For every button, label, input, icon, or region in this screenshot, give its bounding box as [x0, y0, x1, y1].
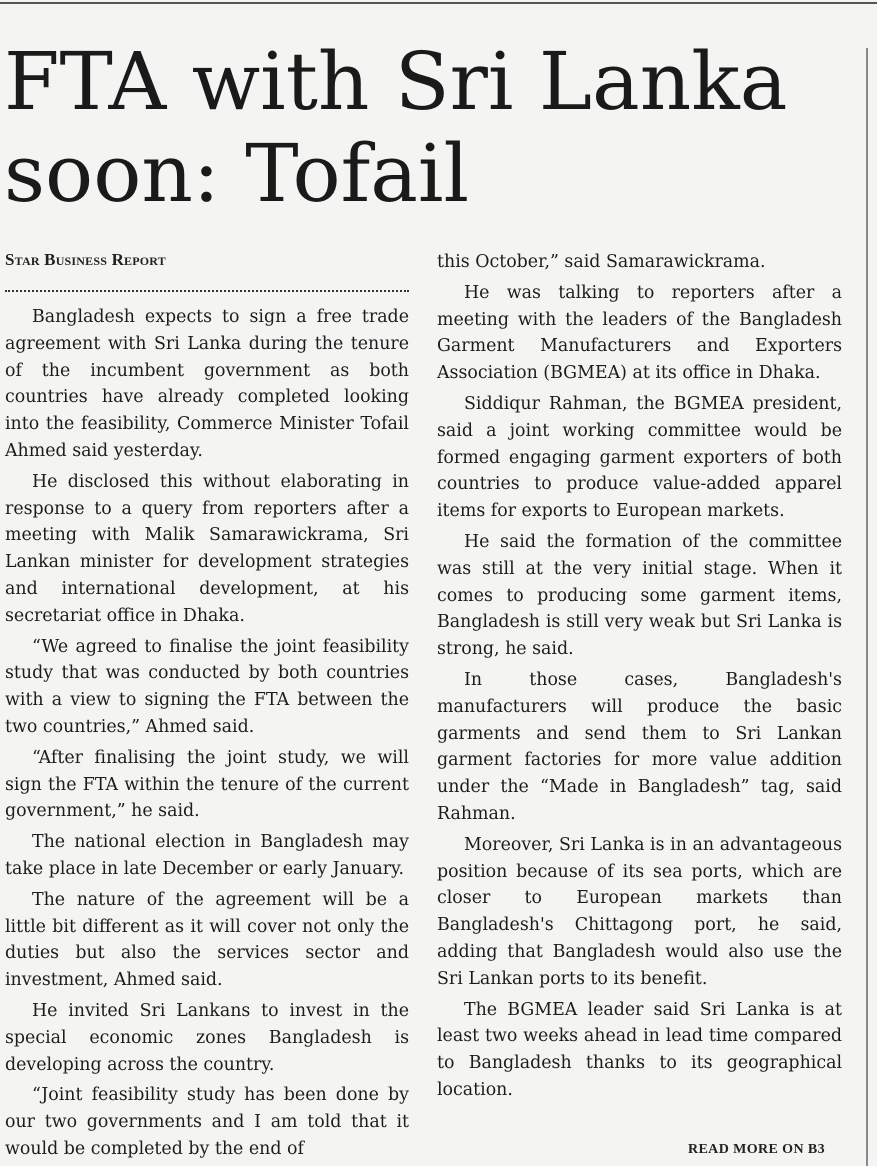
column-rule [866, 48, 868, 1166]
byline-dotted-divider [5, 290, 409, 292]
paragraph: In those cases, Bangladesh's manufacturers will produce the basic garments and send them to Sri Lankan garment factories for more value addition under the “Made in Bangladesh” tag, said Rahman. [437, 669, 842, 824]
headline [4, 36, 864, 220]
paragraph: “Joint feasibility study has been done by our two governments and I am told that it would be completed by the end of [5, 1085, 409, 1159]
paragraph: He said the formation of the committee was still at the very initial stage. When it comes to producing some garment items, Bangladesh is still very weak but Sri Lanka is strong, he said. [437, 531, 842, 660]
paragraph-continued: this October,” said Samarawickrama. [437, 252, 766, 272]
paragraph: The national election in Bangladesh may take place in late December or early January. [5, 832, 409, 879]
headline-line-2: soon: Tofail [4, 127, 470, 220]
paragraph: Siddiqur Rahman, the BGMEA president, said a joint working committee would be formed engaging garment exporters of both countries to produce value-added apparel items for exports to European markets. [437, 393, 842, 522]
paragraph: “After finalising the joint study, we will sign the FTA within the tenure of the current government,” he said. [5, 747, 409, 822]
article-column-right [437, 249, 842, 1104]
paragraph: He disclosed this without elaborating in response to a query from reporters after a meeting with Malik Samarawickrama, Sri Lankan minister for development strategies and international development, at his secretariat office in Dhaka. [5, 471, 409, 626]
read-more-link[interactable]: READ MORE ON B3 [687, 1142, 825, 1157]
paragraph: “We agreed to finalise the joint feasibility study that was conducted by both countries with a view to signing the FTA between the two countries,” Ahmed said. [5, 636, 409, 737]
paragraph: Moreover, Sri Lanka is in an advantageous position because of its sea ports, which are closer to European markets than Bangladesh's Chittagong port, he said, adding that Bangladesh would also use the Sri Lankan ports to its benefit. [437, 834, 842, 989]
paragraph: He was talking to reporters after a meeting with the leaders of the Bangladesh Garment Manufacturers and Exporters Association (BGMEA) at its office in Dhaka. [437, 282, 842, 384]
paragraph: The nature of the agreement will be a little bit different as it will cover not only the duties but also the services sector and investment, Ahmed said. [5, 889, 409, 991]
headline-line-1: FTA with Sri Lanka [4, 35, 788, 128]
article-column-left [5, 304, 409, 1163]
paragraph: Bangladesh expects to sign a free trade agreement with Sri Lanka during the tenure of the incumbent government as both countries have already completed looking into the feasibility, Commerce Minister Tofail Ahmed said yesterday. [5, 307, 409, 461]
top-rule [0, 2, 877, 4]
paragraph: The BGMEA leader said Sri Lanka is at least two weeks ahead in lead time compared to Bangladesh thanks to its geographical location. [437, 999, 842, 1100]
paragraph: He invited Sri Lankans to invest in the special economic zones Bangladesh is developing across the country. [5, 1000, 409, 1075]
byline: Star Business Report [5, 250, 166, 269]
